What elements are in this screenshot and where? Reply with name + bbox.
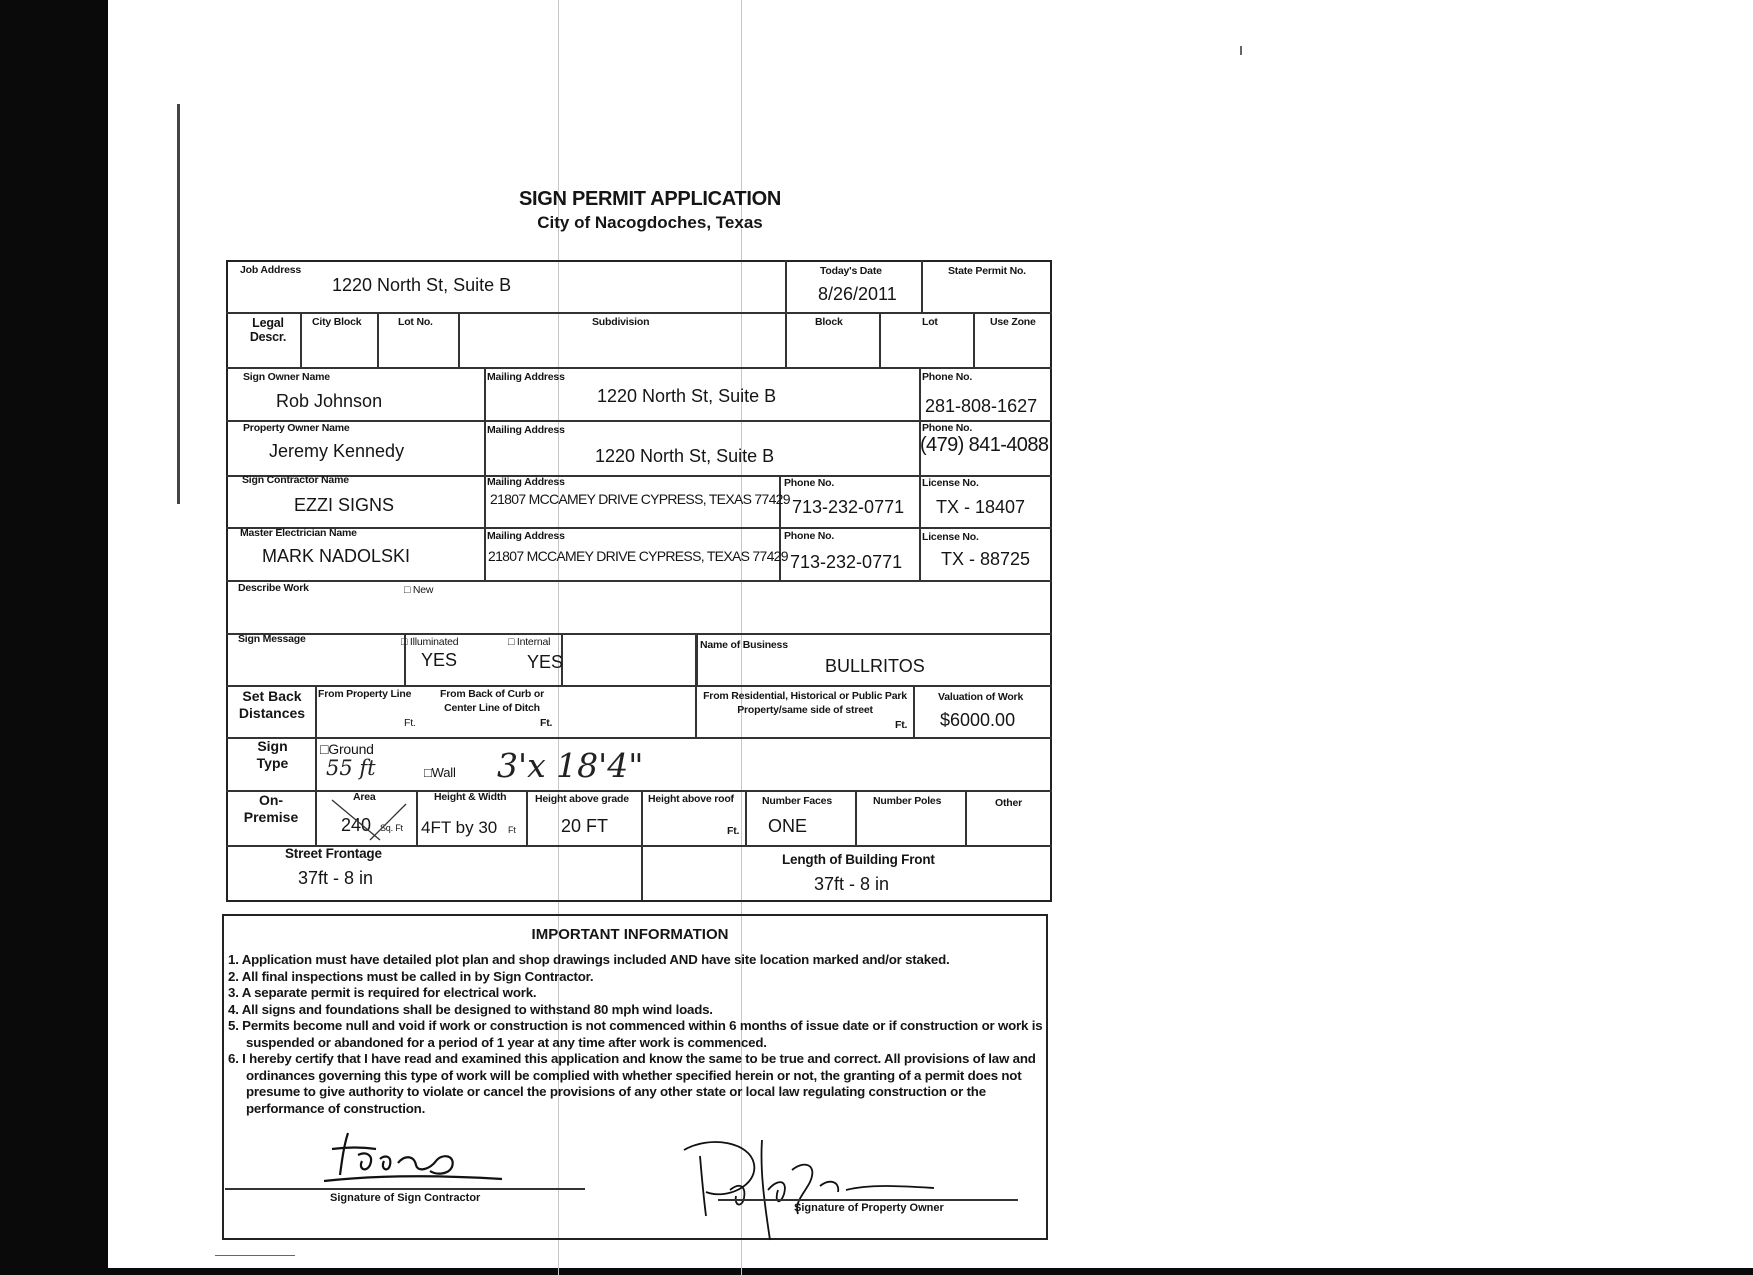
contractor-mailing-label: Mailing Address xyxy=(487,476,565,488)
scan-speck xyxy=(1240,46,1242,55)
electrician-license-value: TX - 88725 xyxy=(941,549,1031,569)
electrician-name-value: MARK NADOLSKI xyxy=(262,546,411,566)
contractor-phone-value: 713-232-0771 xyxy=(792,497,905,517)
contractor-license-value: TX - 18407 xyxy=(936,497,1026,517)
todays-date-value: 8/26/2011 xyxy=(818,284,897,304)
new-checkbox: □ New xyxy=(404,584,434,596)
info-item: 4. All signs and foundations shall be designed to withstand 80 mph wind loads. xyxy=(228,1001,713,1017)
contractor-signature-label: Signature of Sign Contractor xyxy=(330,1192,481,1204)
contractor-mailing-value: 21807 MCCAMEY DRIVE CYPRESS, TEXAS 77429 xyxy=(490,491,790,507)
sign-owner-label: Sign Owner Name xyxy=(243,371,330,383)
business-name-value: BULLRITOS xyxy=(825,656,925,676)
electrician-mailing-label: Mailing Address xyxy=(487,530,565,542)
property-owner-signature xyxy=(670,1130,950,1250)
info-item: 1. Application must have detailed plot plan and shop drawings included AND have site location marked and/or staked. xyxy=(228,952,950,967)
info-item: 5. Permits become null and void if work or construction is not commenced within 6 months of issue date or if construction or work is suspended or abandoned for a period of 1 year at any time after work is commenced. xyxy=(228,1018,1043,1050)
internal-checkbox: □ Internal xyxy=(508,636,551,648)
todays-date-label: Today's Date xyxy=(820,265,882,277)
ground-checkbox: □Ground xyxy=(320,741,374,757)
from-property-unit: Ft. xyxy=(404,717,416,729)
handwritten-dimensions: 3'x 18'4" xyxy=(497,746,644,785)
electrician-phone-label: Phone No. xyxy=(784,530,835,542)
contractor-name-value: EZZI SIGNS xyxy=(294,495,395,515)
from-property-label: From Property Line xyxy=(318,688,412,700)
contractor-phone-label: Phone No. xyxy=(784,477,835,489)
lot-no-label: Lot No. xyxy=(398,316,433,328)
scan-bottom-edge xyxy=(0,1268,1753,1275)
from-residential-unit: Ft. xyxy=(895,719,908,731)
illuminated-label: Illuminated xyxy=(409,636,459,648)
owner-mailing-value: 1220 North St, Suite B xyxy=(597,386,777,406)
sign-type-label: Sign Type xyxy=(256,738,289,771)
contractor-signature xyxy=(318,1125,518,1190)
legal-descr-label: Legal Descr. xyxy=(249,316,287,344)
from-residential-label: From Residential, Historical or Public Park Property/same side of street xyxy=(703,690,907,716)
job-address-label: Job Address xyxy=(240,264,302,276)
height-width-label: Height & Width xyxy=(434,791,507,803)
height-width-value: 4FT by 30 xyxy=(421,818,498,837)
important-info-list xyxy=(228,952,1043,1117)
height-grade-value: 20 FT xyxy=(561,816,609,836)
owner-phone-value: 281-808-1627 xyxy=(925,396,1038,416)
height-roof-label: Height above roof xyxy=(648,793,734,805)
ground-label: Ground xyxy=(328,741,374,757)
street-frontage-value: 37ft - 8 in xyxy=(298,868,374,888)
use-zone-label: Use Zone xyxy=(990,316,1036,328)
contractor-license-label: License No. xyxy=(922,477,979,489)
electrician-license-label: License No. xyxy=(922,531,979,543)
building-front-value: 37ft - 8 in xyxy=(814,874,890,894)
property-owner-label: Property Owner Name xyxy=(243,422,350,434)
number-faces-value: ONE xyxy=(768,816,808,836)
height-roof-unit: Ft. xyxy=(727,825,740,837)
area-label: Area xyxy=(353,791,376,803)
valuation-label: Valuation of Work xyxy=(938,691,1024,703)
scan-left-edge xyxy=(0,0,108,1275)
lot-label: Lot xyxy=(922,316,938,328)
area-unit: Sq. Ft xyxy=(380,823,403,833)
number-poles-label: Number Poles xyxy=(873,795,942,807)
owner-signature-label: Signature of Property Owner xyxy=(794,1202,944,1214)
property-mailing-value: 1220 North St, Suite B xyxy=(595,446,775,466)
binder-mark xyxy=(177,104,180,504)
number-faces-label: Number Faces xyxy=(762,795,832,807)
describe-work-label: Describe Work xyxy=(238,582,309,594)
height-grade-label: Height above grade xyxy=(535,793,629,805)
other-label: Other xyxy=(995,797,1023,809)
internal-value: YES xyxy=(527,652,564,672)
electrician-phone-value: 713-232-0771 xyxy=(790,552,903,572)
illuminated-checkbox: □ Illuminated xyxy=(401,636,459,648)
wall-label: Wall xyxy=(431,765,456,780)
setback-label: Set Back Distances xyxy=(238,688,306,721)
block-label: Block xyxy=(815,316,843,328)
sign-owner-value: Rob Johnson xyxy=(276,391,383,411)
owner-mailing-label: Mailing Address xyxy=(487,371,565,383)
from-curb-unit: Ft. xyxy=(540,717,553,729)
job-address-value: 1220 North St, Suite B xyxy=(332,275,512,295)
area-value: 240 xyxy=(341,815,372,835)
city-block-label: City Block xyxy=(312,316,362,328)
area-strike-mark xyxy=(330,792,410,842)
info-item: 2. All final inspections must be called in by Sign Contractor. xyxy=(228,968,594,984)
sign-message-label: Sign Message xyxy=(238,633,306,645)
wall-checkbox: □Wall xyxy=(424,765,456,780)
page-subtitle: City of Nacogdoches, Texas xyxy=(537,213,763,232)
business-name-label: Name of Business xyxy=(700,639,788,651)
new-label: New xyxy=(412,584,434,596)
property-owner-value: Jeremy Kennedy xyxy=(269,441,405,461)
on-premise-label: On-Premise xyxy=(243,792,299,825)
contractor-name-label: Sign Contractor Name xyxy=(242,474,349,486)
illuminated-value: YES xyxy=(421,650,458,670)
building-front-label: Length of Building Front xyxy=(782,852,935,867)
owner-phone-label: Phone No. xyxy=(922,371,973,383)
important-info-title: IMPORTANT INFORMATION xyxy=(531,926,729,943)
state-permit-label: State Permit No. xyxy=(948,265,1026,277)
handwritten-area: 55 ft xyxy=(326,756,376,780)
info-item: 6. I hereby certify that I have read and examined this application and know the same to be true and correct. All provisions of law and ordinances governing this type of work will be complied with whether specified herein or not, the granting of a permit does not presume to give authority to violate or cancel the provisions of any other state or local law regulating construction or the performance of construction. xyxy=(228,1051,1036,1116)
owner-signature-line xyxy=(718,1199,1018,1201)
height-width-unit: Ft xyxy=(508,825,516,835)
subdivision-label: Subdivision xyxy=(592,316,650,328)
page-title: SIGN PERMIT APPLICATION xyxy=(519,188,781,210)
info-item: 3. A separate permit is required for electrical work. xyxy=(228,985,537,1000)
contractor-signature-line xyxy=(225,1188,585,1190)
scan-speck xyxy=(215,1255,295,1256)
property-phone-value: (479) 841-4088 xyxy=(920,434,1049,456)
property-mailing-label: Mailing Address xyxy=(487,424,565,436)
street-frontage-label: Street Frontage xyxy=(285,846,382,861)
electrician-name-label: Master Electrician Name xyxy=(240,527,357,539)
internal-label: Internal xyxy=(516,636,551,648)
property-phone-label: Phone No. xyxy=(922,422,973,434)
from-curb-label: From Back of Curb or Center Line of Ditch xyxy=(440,688,544,714)
valuation-value: $6000.00 xyxy=(940,710,1016,730)
electrician-mailing-value: 21807 MCCAMEY DRIVE CYPRESS, TEXAS 77429 xyxy=(488,548,788,564)
